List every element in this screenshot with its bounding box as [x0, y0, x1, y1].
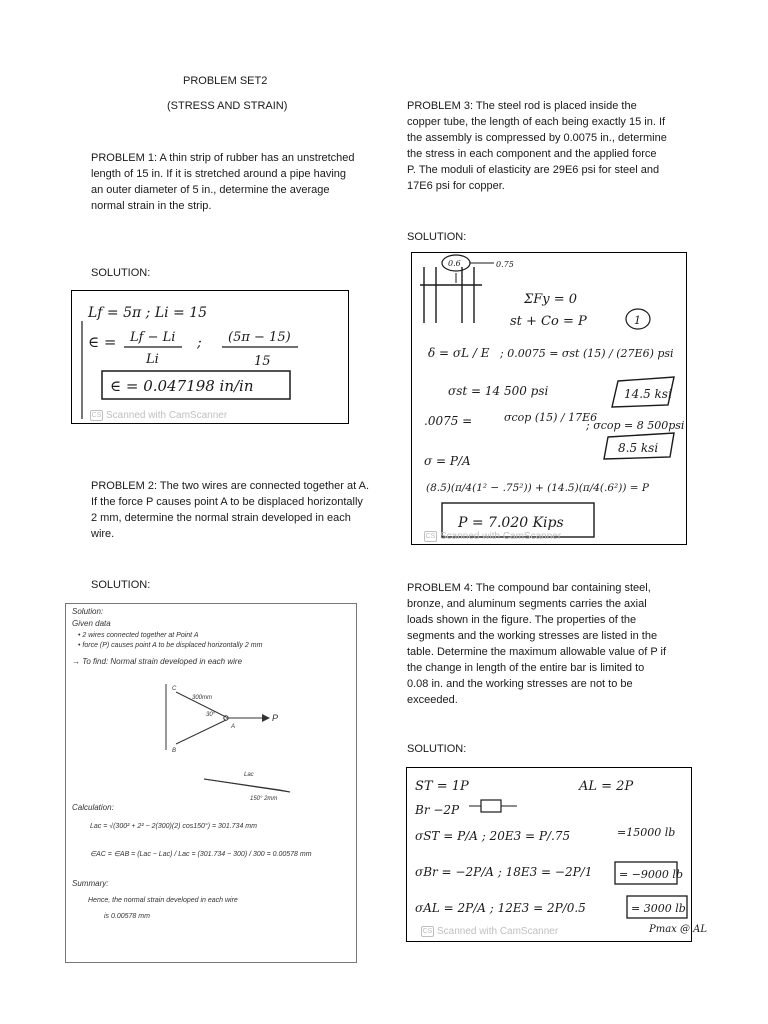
s3-watermark: CS Scanned with CamScanner	[425, 531, 562, 542]
s2-label-a: A	[231, 724, 236, 730]
s3-eq5a: .0075 =	[424, 414, 473, 428]
s3-eq4: σst = 14 500 psi	[448, 384, 549, 398]
s4-line1a: ST = 1P	[415, 779, 469, 794]
s1-line2d: (5π − 15)	[228, 330, 291, 345]
s3-result: P = 7.020 Kips	[458, 515, 564, 531]
s4-line4a: σBr = −2P/A ; 18E3 = −2P/1	[415, 865, 593, 879]
s3-eq5b: σcop (15) / 17E6	[504, 411, 598, 424]
svg-text:;: ;	[197, 335, 202, 351]
s1-line1: Lf = 5π ; Li = 15	[88, 305, 208, 321]
s2-label-30: 30°	[206, 712, 216, 718]
s2-calc-2: ∈AC = ∈AB = (Lac − Lac) / Lac = (301.734 − 300) / 300 = 0.00578 mm	[90, 851, 312, 858]
s3-dim-top: 0.75	[496, 260, 514, 269]
solution-2-handwriting	[66, 604, 358, 964]
s1-result: ∈ = 0.047198 in/in	[110, 377, 254, 395]
s1-line2c: Li	[146, 352, 159, 367]
problem-4-text: PROBLEM 4: The compound bar containing steel, bronze, and aluminum segments carries the axial loads shown in the figure. The properties of the segments and the working stresses are listed in the table. Determine the maximum allowable value of P if the change in length of the entire bar is limited to 0.08 in. and the working stresses are not to be exceeded.	[407, 582, 667, 706]
s2-label-c: C	[172, 686, 177, 692]
s2-label-p: P	[272, 713, 279, 723]
s2-summary-heading: Summary:	[72, 879, 109, 888]
s3-eq3a: δ = σL / E	[428, 346, 490, 360]
s2-label-b: B	[172, 748, 177, 754]
s3-eq2: st + Co = P	[510, 314, 587, 329]
s4-line2: Br −2P	[415, 803, 460, 817]
s3-eq2-num: 1	[634, 314, 641, 327]
s2-summary-1: Hence, the normal strain developed in each wire	[88, 897, 238, 904]
solution-3-handwriting	[412, 253, 688, 546]
svg-text:0.6: 0.6	[448, 259, 461, 268]
solution-2-scan	[65, 603, 357, 963]
s4-line3a: σST = P/A ; 20E3 = P/.75	[415, 829, 571, 843]
s2-given-heading: Given data	[72, 619, 111, 628]
s1-line2b: Lf − Li	[130, 330, 176, 345]
s4-watermark: CS Scanned with CamScanner	[422, 926, 559, 937]
s2-calc-heading: Calculation:	[72, 803, 114, 812]
s3-eq7: (8.5)(π/4(1² − .75²)) + (14.5)(π/4(.6²)) = P	[426, 482, 649, 494]
s2-calc-1: Lac = √(300² + 2² − 2(300)(2) cos150°) = 301.734 mm	[90, 823, 257, 830]
s4-result: Pmax @ AL	[649, 924, 708, 935]
s3-eq1: ΣFy = 0	[524, 292, 577, 307]
s3-eq6: σ = P/A	[424, 454, 471, 468]
problem-4-solution-label: SOLUTION:	[407, 743, 467, 755]
problem-2-text: PROBLEM 2: The two wires are connected together at A. If the force P causes point A to be displaced horizontally 2 mm, determine the normal strain developed in each wire.	[91, 480, 369, 540]
s2-given-1: • 2 wires connected together at Point A	[78, 632, 199, 639]
s4-line1b: AL = 2P	[579, 779, 634, 794]
s2-label-lac: Lac	[244, 772, 254, 778]
problem-1-solution-label: SOLUTION:	[91, 267, 151, 279]
solution-3-scan	[411, 252, 687, 545]
s1-line2e: 15	[254, 354, 271, 369]
problem-3-solution-label: SOLUTION:	[407, 231, 467, 243]
s3-box1: 14.5 ksi	[624, 387, 672, 401]
s2-given-2: • force (P) causes point A to be displaced horizontally 2 mm	[78, 642, 263, 649]
s1-watermark: CS Scanned with CamScanner	[91, 410, 228, 421]
s2-solution-heading: Solution:	[72, 607, 104, 616]
s1-line2a: ∈ =	[88, 333, 117, 351]
s2-label-2mm: 150° 2mm	[250, 796, 278, 802]
s3-eq5c: ; σcop = 8 500psi	[586, 419, 685, 432]
solution-1-handwriting	[72, 291, 350, 425]
s2-label-300: 300mm	[192, 695, 213, 701]
s2-summary-2: is 0.00578 mm	[104, 913, 150, 920]
solution-1-scan	[71, 290, 349, 424]
s4-line4b: = −9000 lb	[619, 868, 683, 881]
s2-find: → To find: Normal strain developed in each wire	[72, 657, 243, 666]
s4-line3b: =15000 lb	[617, 826, 676, 839]
problem-1-text: PROBLEM 1: A thin strip of rubber has an unstretched length of 15 in. If it is stretched around a pipe having an outer diameter of 5 in., determine the average normal strain in the strip.	[91, 152, 355, 212]
page-title: PROBLEM SET2	[183, 75, 268, 87]
s3-box2: 8.5 ksi	[618, 441, 659, 455]
s4-line5a: σAL = 2P/A ; 12E3 = 2P/0.5	[415, 901, 586, 915]
solution-4-handwriting	[407, 768, 708, 943]
s3-eq3b: ; 0.0075 = σst (15) / (27E6) psi	[500, 347, 674, 360]
page-subtitle: (STRESS AND STRAIN)	[167, 100, 288, 112]
problem-2-solution-label: SOLUTION:	[91, 579, 151, 591]
s4-line5b: = 3000 lb	[631, 902, 686, 915]
problem-3-text: PROBLEM 3: The steel rod is placed inside the copper tube, the length of each being exactly 15 in. If the assembly is compressed by 0.0075 in., determine the stress in each component and the applied force P. The moduli of elasticity are 29E6 psi for steel and 17E6 psi for copper.	[407, 100, 667, 192]
solution-4-scan	[406, 767, 708, 942]
